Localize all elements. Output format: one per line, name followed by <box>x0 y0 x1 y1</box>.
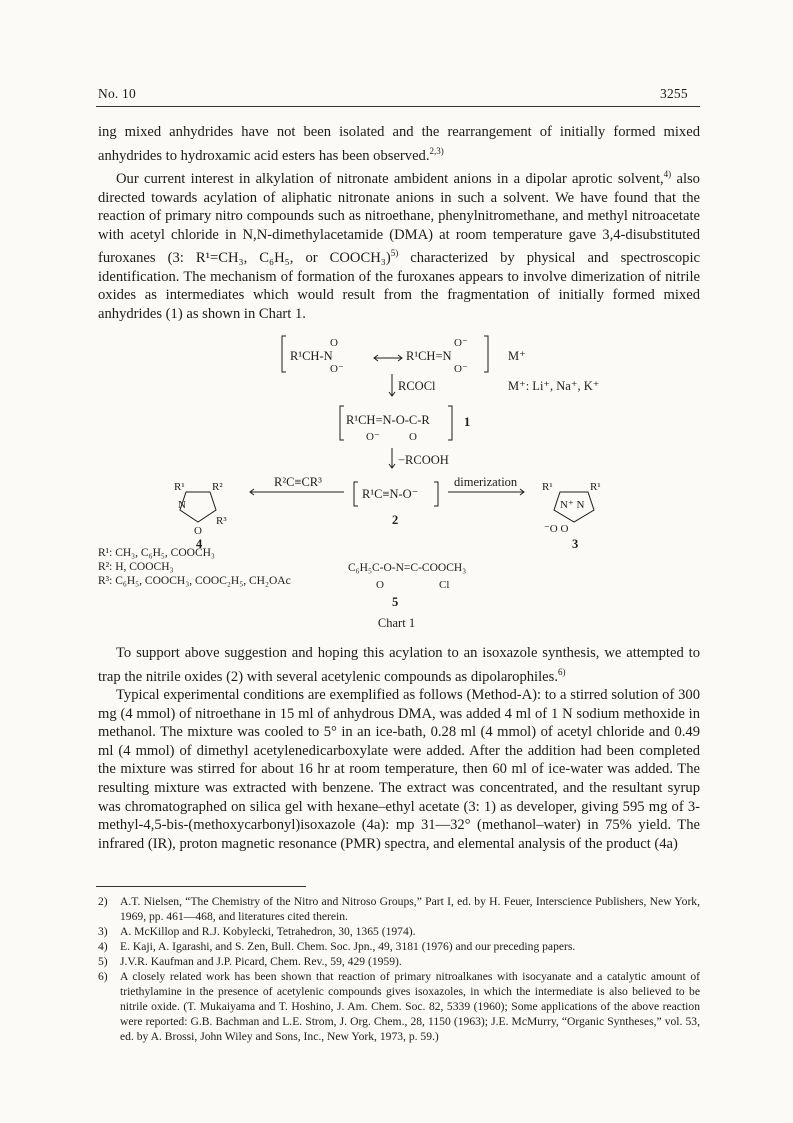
svg-text:R¹: R¹ <box>542 481 553 493</box>
footnote-rule <box>96 886 306 887</box>
r2-definition: R²: H, COOCH₃ <box>98 561 174 573</box>
svg-text:O⁻: O⁻ <box>330 363 344 375</box>
metal-ions: M⁺: Li⁺, Na⁺, K⁺ <box>508 379 600 393</box>
svg-text:R¹: R¹ <box>174 481 185 493</box>
paragraph-continuation: ing mixed anhydrides have not been isolated and the rearrangement of initially formed mixed anhydrides to hydroxamic acid esters has been observed.$^{2,3)}$ <box>98 124 700 164</box>
label-5: 5 <box>392 595 399 609</box>
paragraph-trap: To support above suggestion and hoping this acylation to an isoxazole synthesis, we attempted to trap the nitrile oxides (2) with several acetylenic compounds as dipolarophiles.$^{6)}$ <box>98 645 700 685</box>
chart-caption: Chart 1 <box>377 616 416 630</box>
header-rule <box>96 106 700 107</box>
paragraph-method: Typical experimental conditions are exemplified as follows (Method-A): to a stirred solution of 300 mg (4 mmol) of nitroethane in 15 ml of anhydrous DMA, was added 4 ml of 1 N sodium methoxide in methanol. The mixture was cooled to 5° in an ice-bath, 0.28 ml (4 mmol) of acetyl chloride and 0.49 ml (4 mmol) of dimethyl acetylenedicarboxylate were added. After the addition had been completed the mixture was stirred for about 16 hr at room temperature, then 60 ml of ice-water was added. The resulting mixture was extracted with benzene. The extract was concentrated, and the resultant syrup was chromatographed on silica gel with hexane–ethyl acetate (3: 1) as developer, giving 595 mg of 3-methyl-4,5-bis-(methoxycarbonyl)isoxazole (4a): mp 31—32° (methanol–water) in 75% yield. The infrared (IR), proton magnetic resonance (PMR) spectra, and elemental analysis of the product (4a) <box>98 687 700 852</box>
svg-text:R¹: R¹ <box>590 481 601 493</box>
svg-text:R²: R² <box>212 481 223 493</box>
svg-text:O: O <box>409 431 417 443</box>
footnotes <box>98 894 700 1044</box>
nitrile-oxide: R¹C≡N-O⁻ <box>362 487 419 501</box>
reaction-scheme-svg <box>98 328 700 638</box>
svg-text:O⁻: O⁻ <box>454 363 468 375</box>
bracket-right <box>484 336 488 372</box>
svg-text:Cl: Cl <box>439 579 450 591</box>
footnote-5: 5) J.V.R. Kaufman and J.P. Picard, Chem. Rev., 59, 429 (1959). <box>98 955 402 968</box>
svg-text:O: O <box>376 579 384 591</box>
r1-definition: R¹: CH₃, C₆H₅, COOCH₃ <box>98 547 215 559</box>
svg-text:O⁻: O⁻ <box>366 431 380 443</box>
svg-text:R³: R³ <box>216 515 227 527</box>
ref-superscript: 2,3) <box>429 145 444 156</box>
nitronate-left: R¹CH-N <box>290 349 333 363</box>
footnote-3: 3) A. McKillop and R.J. Kobylecki, Tetrahedron, 30, 1365 (1974). <box>98 925 416 938</box>
mixed-anhydride: R¹CH=N-O-C-R <box>346 413 430 427</box>
body-text-top <box>98 123 700 324</box>
compound-5: C₆H₅C-O-N=C-COOCH₃ <box>348 562 467 574</box>
reaction-scheme <box>98 328 700 638</box>
journal-issue: No. 10 <box>98 86 136 101</box>
label-2: 2 <box>392 513 399 527</box>
r3-definition: R³: C₆H₅, COOCH₃, COOC₂H₅, CH₂OAc <box>98 575 291 587</box>
nitronate-right: R¹CH=N <box>406 349 452 363</box>
reagent-acyl-chloride: RCOCl <box>398 379 436 393</box>
label-4: 4 <box>196 537 203 551</box>
reagent-acid-loss: −RCOOH <box>398 453 449 467</box>
footnote-6: 6) A closely related work has been shown that reaction of primary nitroalkanes with isocyanate and a catalytic amount of triethylamine in the presence of acetylenic compounds gives isoxazoles, in which the intermediate is also believed to be nitrile oxide. (T. Mukaiyama and T. Hoshino, J. Am. Chem. Soc. 82, 5339 (1960); Some applications of the above reaction were reported: G.B. Bachman and L.E. Strom, J. Org. Chem., 28, 1150 (1963); J.E. McMurry, “Organic Syntheses,” vol. 53, ed. by A. Brossi, John Wiley and Sons, Inc., New York, 1973, p. 59.) <box>98 970 700 1043</box>
body-text-bottom <box>98 644 700 853</box>
dipolarophile: R²C≡CR³ <box>274 475 322 489</box>
counter-ion: M⁺ <box>508 349 526 363</box>
svg-text:⁻O O: ⁻O O <box>544 523 569 535</box>
page-number: 3255 <box>660 86 688 101</box>
paragraph-mechanism: Our current interest in alkylation of nitronate ambident anions in a dipolar aprotic solvent,$^{4)}$ also directed towards acylation of aliphatic nitronate anions in such a solvent. We have found that the reaction of primary nitro compounds such as nitroethane, phenylnitromethane, and methyl nitroacetate with acetyl chloride in N,N-dimethylacetamide (DMA) at room temperature gave 3,4-disubstituted furoxanes (3: R¹=CH₃, C₆H₅, or COOCH₃)$^{5)}$ characterized by physical and spectroscopic identification. The mechanism of formation of the furoxanes appears to involve dimerization of nitrile oxides as intermediates which would result from the fragmentation of initially formed mixed anhydrides (1) as shown in Chart 1. <box>98 169 700 322</box>
ref-superscript: 6) <box>557 666 566 677</box>
footnote-2: 2) A.T. Nielsen, “The Chemistry of the Nitro and Nitroso Groups,” Part I, ed. by H. Feuer, Interscience Publishers, New York, 1969, pp. 461—468, and literatures cited therein. <box>98 895 700 923</box>
label-3: 3 <box>572 537 579 551</box>
label-1: 1 <box>464 415 471 429</box>
svg-text:N: N <box>178 499 186 511</box>
svg-text:O: O <box>330 337 338 349</box>
svg-text:N⁺ N: N⁺ N <box>560 499 585 511</box>
ref-superscript: 5) <box>390 248 399 259</box>
svg-text:O⁻: O⁻ <box>454 337 468 349</box>
dimerization-label: dimerization <box>454 475 518 489</box>
svg-text:O: O <box>194 525 202 537</box>
bracket-left <box>282 336 286 372</box>
footnote-4: 4) E. Kaji, A. Igarashi, and S. Zen, Bull. Chem. Soc. Jpn., 49, 3181 (1976) and our preceding papers. <box>98 940 576 953</box>
ref-superscript: 4) <box>663 169 672 180</box>
